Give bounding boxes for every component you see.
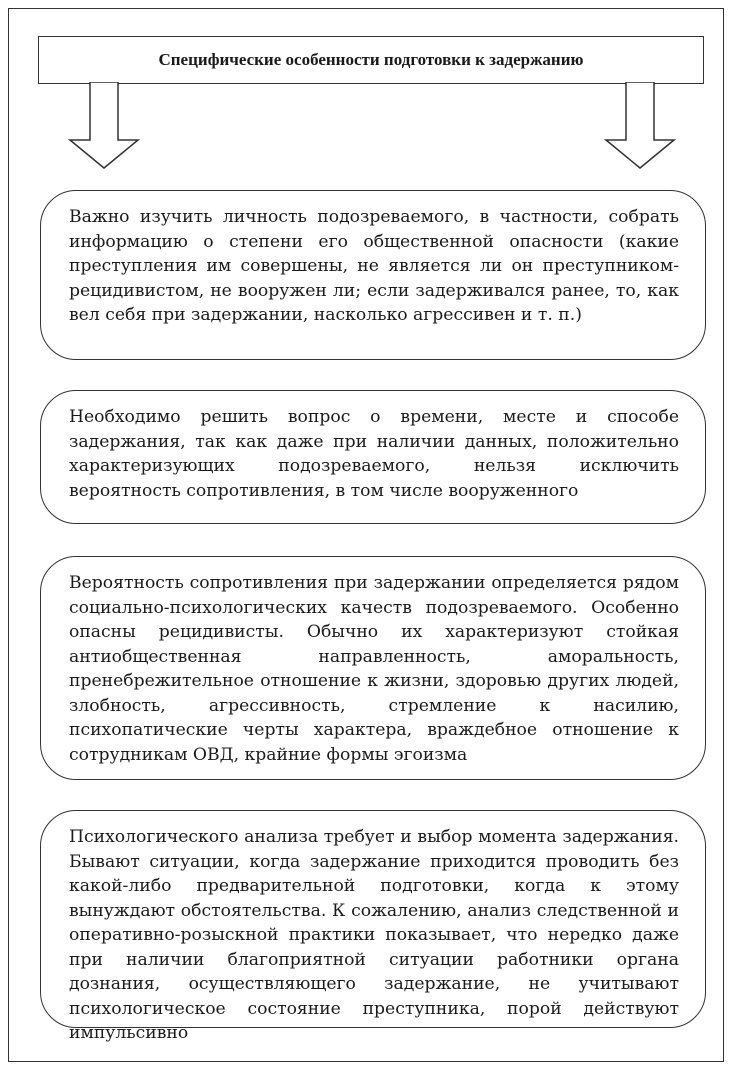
feature-text-4: Психологического анализа требует и выбор момента задержания. Бывают ситуации, когда задержание приходится проводить без какой-либо предварительной подготовки, когда к этому вынуждают обстоятельства. К сожалению, анализ следственной и оперативно-розыскной практики показывает, что нередко даже при наличии благоприятной ситуации работники органа дознания, осуществляющего задержание, не учитывают психологическое состояние преступника, порой действуют импульсивно: [69, 827, 679, 1043]
diagram-title: [38, 36, 704, 84]
feature-box-1: [40, 190, 706, 360]
down-arrow-right-icon: [604, 82, 676, 170]
down-arrow-left-icon: [68, 82, 140, 170]
feature-box-4: [40, 810, 706, 1043]
diagram-title-text: Специфические особенности подготовки к задержанию: [158, 50, 584, 69]
feature-box-3: [40, 556, 706, 780]
feature-text-2: Необходимо решить вопрос о времени, месте и способе задержания, так как даже при наличии данных, положительно характеризующих подозреваемого, нельзя исключить вероятность сопротивления, в том числе вооруженного: [69, 407, 679, 501]
feature-box-2: [40, 390, 706, 524]
feature-text-3: Вероятность сопротивления при задержании определяется рядом социально-психологических качеств подозреваемого. Особенно опасны рецидивисты. Обычно их характеризуют стойкая антиобщественная направленность, аморальность, пренебрежительное отношение к жизни, здоровью других людей, злобность, агрессивность, стремление к насилию, психопатические черты характера, враждебное отношение к сотрудникам ОВД, крайние формы эгоизма: [69, 573, 679, 765]
feature-text-1: Важно изучить личность подозреваемого, в частности, собрать информацию о степени его общественной опасности (какие преступления им совершены, не является ли он преступником-рецидивистом, не вооружен ли; если задерживался ранее, то, как вел себя при задержании, насколько агрессивен и т. п.): [69, 207, 679, 325]
